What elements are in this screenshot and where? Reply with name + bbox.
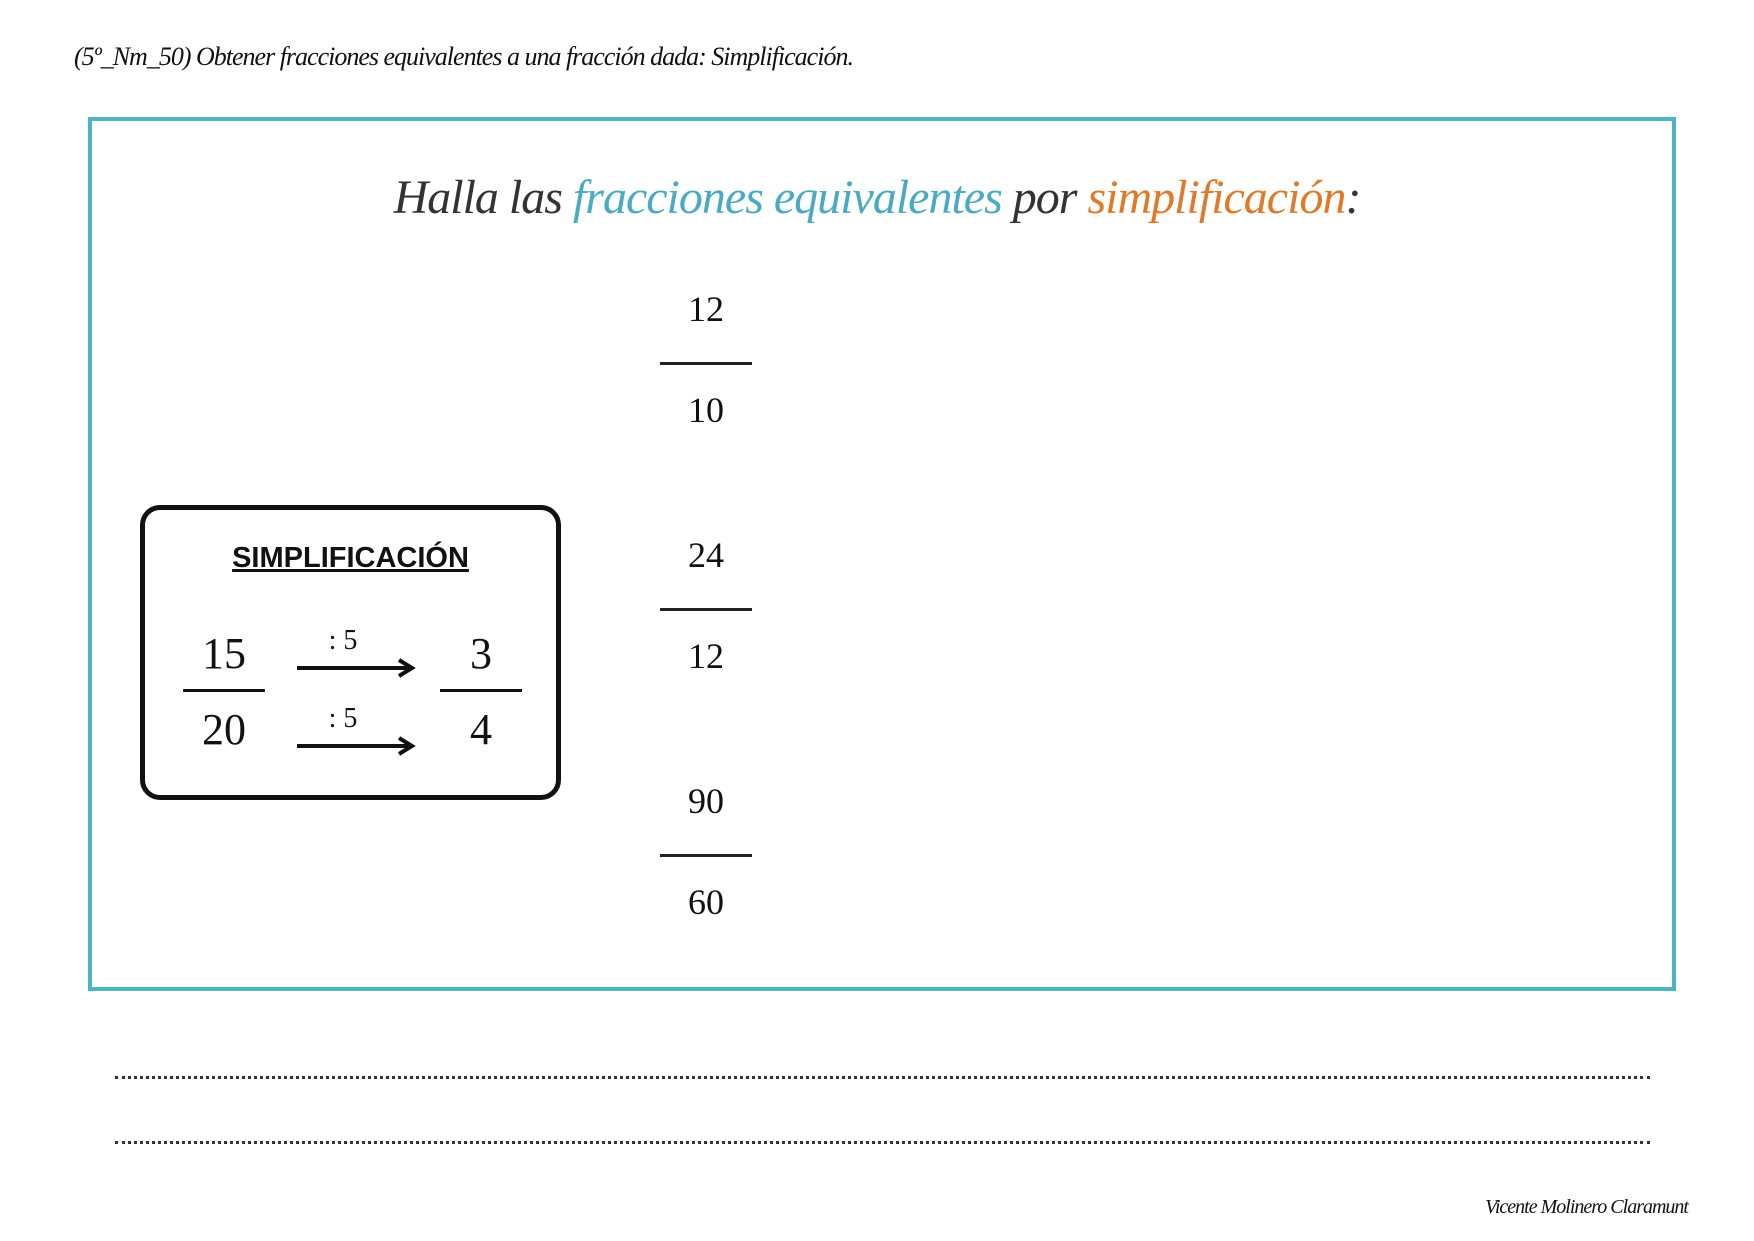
denominator: 10 <box>688 390 724 430</box>
fraction-bar <box>660 608 752 611</box>
example-numerator: 15 <box>202 629 246 678</box>
author-signature: Vicente Molinero Claramunt <box>1485 1196 1688 1218</box>
answer-line-1[interactable] <box>115 1076 1650 1079</box>
fraction-bar <box>183 689 265 692</box>
example-denominator: 20 <box>202 705 246 754</box>
fraction-bar <box>440 689 522 692</box>
result-numerator: 3 <box>470 629 492 678</box>
divide-operator: : 5 <box>328 703 358 734</box>
exercise-title <box>0 170 1754 225</box>
arrow-right-icon <box>297 736 417 756</box>
title-highlight-orange: simplificación <box>1087 171 1346 224</box>
result-denominator: 4 <box>470 705 492 754</box>
numerator: 12 <box>688 289 724 329</box>
fraction-1 <box>660 284 752 435</box>
title-part: Halla las <box>393 171 573 224</box>
fraction-bar <box>660 362 752 365</box>
answer-line-2[interactable] <box>115 1141 1650 1144</box>
numerator: 24 <box>688 535 724 575</box>
arrow-right-icon <box>297 658 417 678</box>
worksheet-heading: (5º_Nm_50) Obtener fracciones equivalentes a una fracción dada: Simplificación. <box>74 42 853 71</box>
title-part: por <box>1001 171 1088 224</box>
denominator: 60 <box>688 882 724 922</box>
fraction-2 <box>660 530 752 681</box>
fraction-bar <box>660 854 752 857</box>
fraction-3 <box>660 776 752 927</box>
numerator: 90 <box>688 781 724 821</box>
denominator: 12 <box>688 636 724 676</box>
title-highlight-blue: fracciones equivalentes <box>572 171 1002 224</box>
divide-operator: : 5 <box>328 625 358 656</box>
title-part: : <box>1345 171 1361 224</box>
simplification-example-box <box>140 505 561 800</box>
example-title: SIMPLIFICACIÓN <box>232 542 469 574</box>
